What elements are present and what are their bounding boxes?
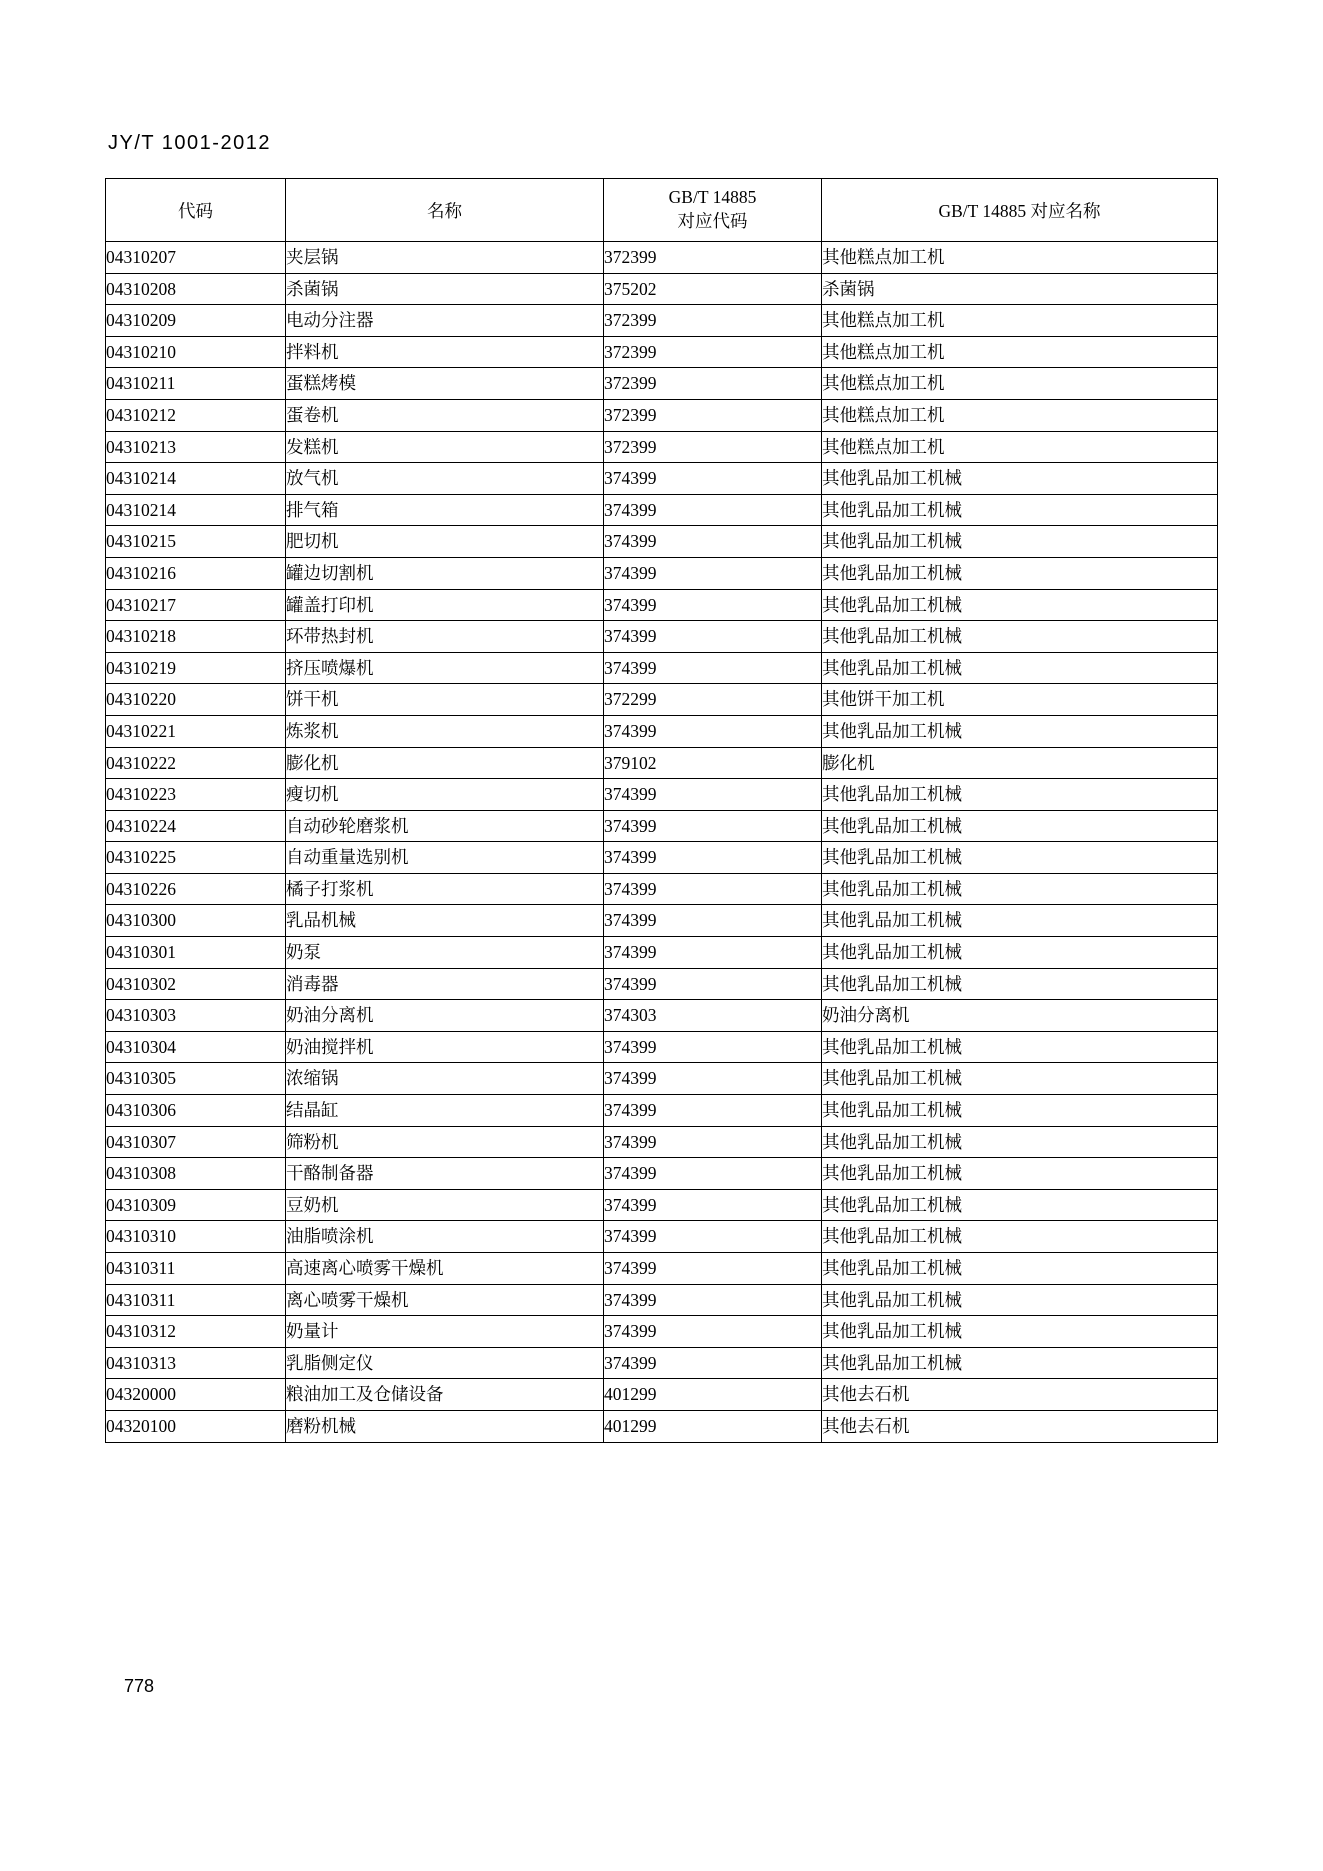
table-row <box>106 810 1218 842</box>
table-row <box>106 1000 1218 1032</box>
cell-name: 放气机 <box>286 463 604 495</box>
cell-gb-code: 372399 <box>604 305 822 337</box>
cell-gb-name: 其他乳品加工机械 <box>822 968 1218 1000</box>
cell-gb-code: 372399 <box>604 242 822 274</box>
table-row <box>106 1316 1218 1348</box>
table-row <box>106 842 1218 874</box>
table-row <box>106 1158 1218 1190</box>
cell-code: 04310218 <box>106 621 286 653</box>
cell-gb-code: 374399 <box>604 1095 822 1127</box>
cell-code: 04310213 <box>106 431 286 463</box>
cell-code: 04310224 <box>106 810 286 842</box>
table-row <box>106 305 1218 337</box>
cell-name: 豆奶机 <box>286 1189 604 1221</box>
table-row <box>106 937 1218 969</box>
table-row <box>106 1095 1218 1127</box>
cell-code: 04320000 <box>106 1379 286 1411</box>
cell-gb-name: 其他乳品加工机械 <box>822 1221 1218 1253</box>
cell-gb-code: 374399 <box>604 1284 822 1316</box>
cell-gb-code: 379102 <box>604 747 822 779</box>
cell-gb-name: 其他乳品加工机械 <box>822 842 1218 874</box>
cell-name: 乳品机械 <box>286 905 604 937</box>
cell-name: 肥切机 <box>286 526 604 558</box>
cell-name: 拌料机 <box>286 336 604 368</box>
cell-gb-code: 401299 <box>604 1379 822 1411</box>
cell-gb-name: 奶油分离机 <box>822 1000 1218 1032</box>
cell-gb-code: 374399 <box>604 1031 822 1063</box>
table-row <box>106 1410 1218 1442</box>
cell-code: 04310300 <box>106 905 286 937</box>
table-row <box>106 652 1218 684</box>
cell-code: 04310222 <box>106 747 286 779</box>
cell-code: 04310214 <box>106 494 286 526</box>
cell-name: 筛粉机 <box>286 1126 604 1158</box>
cell-name: 乳脂侧定仪 <box>286 1347 604 1379</box>
cell-gb-name: 其他乳品加工机械 <box>822 873 1218 905</box>
cell-gb-name: 杀菌锅 <box>822 273 1218 305</box>
cell-gb-name: 其他乳品加工机械 <box>822 1284 1218 1316</box>
cell-code: 04310302 <box>106 968 286 1000</box>
cell-gb-name: 其他糕点加工机 <box>822 368 1218 400</box>
cell-gb-code: 374399 <box>604 494 822 526</box>
cell-name: 高速离心喷雾干燥机 <box>286 1253 604 1285</box>
cell-gb-code: 374399 <box>604 463 822 495</box>
cell-gb-name: 其他乳品加工机械 <box>822 1189 1218 1221</box>
table-header <box>106 179 1218 242</box>
cell-gb-name: 其他糕点加工机 <box>822 399 1218 431</box>
cell-gb-name: 其他乳品加工机械 <box>822 1316 1218 1348</box>
table-row <box>106 1221 1218 1253</box>
cell-code: 04310210 <box>106 336 286 368</box>
table-row <box>106 1253 1218 1285</box>
cell-gb-name: 其他乳品加工机械 <box>822 905 1218 937</box>
table-row <box>106 399 1218 431</box>
cell-code: 04310306 <box>106 1095 286 1127</box>
cell-gb-name: 其他乳品加工机械 <box>822 652 1218 684</box>
cell-gb-name: 其他乳品加工机械 <box>822 494 1218 526</box>
column-header-gb-code <box>604 179 822 242</box>
table-row <box>106 242 1218 274</box>
cell-name: 瘦切机 <box>286 779 604 811</box>
cell-gb-code: 374399 <box>604 557 822 589</box>
cell-name: 自动重量选别机 <box>286 842 604 874</box>
code-mapping-table-container <box>105 178 1217 1443</box>
cell-code: 04310221 <box>106 715 286 747</box>
cell-code: 04310303 <box>106 1000 286 1032</box>
cell-name: 夹层锅 <box>286 242 604 274</box>
cell-gb-name: 其他乳品加工机械 <box>822 1063 1218 1095</box>
column-header-name: 名称 <box>286 179 604 242</box>
cell-gb-name: 其他乳品加工机械 <box>822 1095 1218 1127</box>
table-row <box>106 463 1218 495</box>
cell-gb-name: 其他乳品加工机械 <box>822 557 1218 589</box>
cell-gb-name: 其他乳品加工机械 <box>822 779 1218 811</box>
cell-gb-name: 其他乳品加工机械 <box>822 1031 1218 1063</box>
cell-gb-name: 其他乳品加工机械 <box>822 589 1218 621</box>
cell-gb-code: 374399 <box>604 842 822 874</box>
cell-gb-name: 其他乳品加工机械 <box>822 1347 1218 1379</box>
cell-code: 04310212 <box>106 399 286 431</box>
cell-name: 排气箱 <box>286 494 604 526</box>
cell-gb-name: 其他乳品加工机械 <box>822 1253 1218 1285</box>
table-row <box>106 1379 1218 1411</box>
cell-code: 04310223 <box>106 779 286 811</box>
cell-gb-name: 其他饼干加工机 <box>822 684 1218 716</box>
table-row <box>106 779 1218 811</box>
cell-gb-name: 膨化机 <box>822 747 1218 779</box>
cell-gb-code: 374399 <box>604 1158 822 1190</box>
cell-name: 自动砂轮磨浆机 <box>286 810 604 842</box>
table-row <box>106 494 1218 526</box>
cell-name: 发糕机 <box>286 431 604 463</box>
cell-code: 04310305 <box>106 1063 286 1095</box>
table-row <box>106 1031 1218 1063</box>
cell-gb-code: 374399 <box>604 937 822 969</box>
cell-gb-name: 其他乳品加工机械 <box>822 1126 1218 1158</box>
cell-code: 04310301 <box>106 937 286 969</box>
cell-name: 蛋卷机 <box>286 399 604 431</box>
cell-code: 04310216 <box>106 557 286 589</box>
cell-gb-code: 375202 <box>604 273 822 305</box>
cell-gb-code: 374303 <box>604 1000 822 1032</box>
cell-code: 04310310 <box>106 1221 286 1253</box>
cell-name: 罐边切割机 <box>286 557 604 589</box>
cell-code: 04310311 <box>106 1284 286 1316</box>
cell-gb-code: 374399 <box>604 652 822 684</box>
cell-gb-code: 372399 <box>604 368 822 400</box>
cell-name: 环带热封机 <box>286 621 604 653</box>
cell-code: 04310207 <box>106 242 286 274</box>
cell-name: 粮油加工及仓储设备 <box>286 1379 604 1411</box>
table-row <box>106 1284 1218 1316</box>
cell-gb-code: 374399 <box>604 779 822 811</box>
cell-name: 罐盖打印机 <box>286 589 604 621</box>
cell-code: 04310219 <box>106 652 286 684</box>
cell-gb-code: 372299 <box>604 684 822 716</box>
cell-gb-name: 其他乳品加工机械 <box>822 810 1218 842</box>
table-row <box>106 526 1218 558</box>
table-row <box>106 1189 1218 1221</box>
cell-gb-code: 372399 <box>604 336 822 368</box>
page-number: 778 <box>124 1676 155 1696</box>
table-row <box>106 715 1218 747</box>
cell-name: 油脂喷涂机 <box>286 1221 604 1253</box>
table-row <box>106 368 1218 400</box>
table-row <box>106 968 1218 1000</box>
table-row <box>106 557 1218 589</box>
column-header-gb-code-line2: 对应代码 <box>677 211 748 231</box>
cell-code: 04310215 <box>106 526 286 558</box>
cell-gb-code: 374399 <box>604 621 822 653</box>
table-row <box>106 621 1218 653</box>
cell-gb-name: 其他乳品加工机械 <box>822 621 1218 653</box>
cell-name: 奶泵 <box>286 937 604 969</box>
cell-name: 干酪制备器 <box>286 1158 604 1190</box>
cell-gb-name: 其他乳品加工机械 <box>822 463 1218 495</box>
cell-name: 浓缩锅 <box>286 1063 604 1095</box>
cell-gb-code: 374399 <box>604 1221 822 1253</box>
table-row <box>106 747 1218 779</box>
cell-gb-name: 其他糕点加工机 <box>822 242 1218 274</box>
table-row <box>106 1126 1218 1158</box>
cell-code: 04310307 <box>106 1126 286 1158</box>
cell-code: 04310313 <box>106 1347 286 1379</box>
cell-gb-name: 其他去石机 <box>822 1410 1218 1442</box>
cell-gb-code: 401299 <box>604 1410 822 1442</box>
column-header-code: 代码 <box>106 179 286 242</box>
cell-code: 04310226 <box>106 873 286 905</box>
cell-code: 04310217 <box>106 589 286 621</box>
column-header-gb-name: GB/T 14885 对应名称 <box>822 179 1218 242</box>
cell-code: 04310304 <box>106 1031 286 1063</box>
page-header-standard-number: JY/T 1001-2012 <box>108 132 271 154</box>
table-row <box>106 1347 1218 1379</box>
cell-gb-name: 其他乳品加工机械 <box>822 715 1218 747</box>
cell-name: 磨粉机械 <box>286 1410 604 1442</box>
table-row <box>106 684 1218 716</box>
cell-gb-code: 374399 <box>604 873 822 905</box>
cell-name: 奶油搅拌机 <box>286 1031 604 1063</box>
table-row <box>106 873 1218 905</box>
cell-gb-code: 374399 <box>604 1189 822 1221</box>
cell-gb-name: 其他糕点加工机 <box>822 336 1218 368</box>
cell-code: 04310309 <box>106 1189 286 1221</box>
cell-code: 04310220 <box>106 684 286 716</box>
cell-gb-name: 其他糕点加工机 <box>822 305 1218 337</box>
cell-code: 04310312 <box>106 1316 286 1348</box>
cell-code: 04310211 <box>106 368 286 400</box>
table-row <box>106 1063 1218 1095</box>
cell-name: 消毒器 <box>286 968 604 1000</box>
table-row <box>106 336 1218 368</box>
cell-code: 04320100 <box>106 1410 286 1442</box>
cell-name: 电动分注器 <box>286 305 604 337</box>
cell-code: 04310308 <box>106 1158 286 1190</box>
cell-gb-name: 其他糕点加工机 <box>822 431 1218 463</box>
table-row <box>106 589 1218 621</box>
cell-name: 离心喷雾干燥机 <box>286 1284 604 1316</box>
cell-name: 奶油分离机 <box>286 1000 604 1032</box>
table-body <box>106 242 1218 1443</box>
cell-gb-code: 372399 <box>604 399 822 431</box>
cell-gb-code: 374399 <box>604 810 822 842</box>
cell-gb-code: 374399 <box>604 1126 822 1158</box>
table-header-row <box>106 179 1218 242</box>
cell-name: 杀菌锅 <box>286 273 604 305</box>
table-row <box>106 431 1218 463</box>
cell-gb-name: 其他乳品加工机械 <box>822 526 1218 558</box>
cell-code: 04310208 <box>106 273 286 305</box>
cell-gb-code: 374399 <box>604 968 822 1000</box>
cell-code: 04310214 <box>106 463 286 495</box>
cell-gb-code: 372399 <box>604 431 822 463</box>
cell-name: 蛋糕烤模 <box>286 368 604 400</box>
cell-gb-name: 其他乳品加工机械 <box>822 1158 1218 1190</box>
cell-gb-code: 374399 <box>604 1063 822 1095</box>
table-row <box>106 905 1218 937</box>
cell-code: 04310209 <box>106 305 286 337</box>
cell-name: 炼浆机 <box>286 715 604 747</box>
cell-name: 结晶缸 <box>286 1095 604 1127</box>
cell-name: 饼干机 <box>286 684 604 716</box>
cell-gb-code: 374399 <box>604 526 822 558</box>
table-row <box>106 273 1218 305</box>
cell-gb-code: 374399 <box>604 589 822 621</box>
cell-code: 04310225 <box>106 842 286 874</box>
cell-gb-code: 374399 <box>604 905 822 937</box>
cell-gb-name: 其他去石机 <box>822 1379 1218 1411</box>
cell-gb-code: 374399 <box>604 1316 822 1348</box>
cell-name: 挤压喷爆机 <box>286 652 604 684</box>
cell-gb-name: 其他乳品加工机械 <box>822 937 1218 969</box>
cell-gb-code: 374399 <box>604 1253 822 1285</box>
cell-code: 04310311 <box>106 1253 286 1285</box>
cell-name: 膨化机 <box>286 747 604 779</box>
code-mapping-table <box>105 178 1218 1443</box>
cell-gb-code: 374399 <box>604 715 822 747</box>
cell-gb-code: 374399 <box>604 1347 822 1379</box>
column-header-gb-code-line1: GB/T 14885 <box>668 187 757 208</box>
cell-name: 橘子打浆机 <box>286 873 604 905</box>
cell-name: 奶量计 <box>286 1316 604 1348</box>
